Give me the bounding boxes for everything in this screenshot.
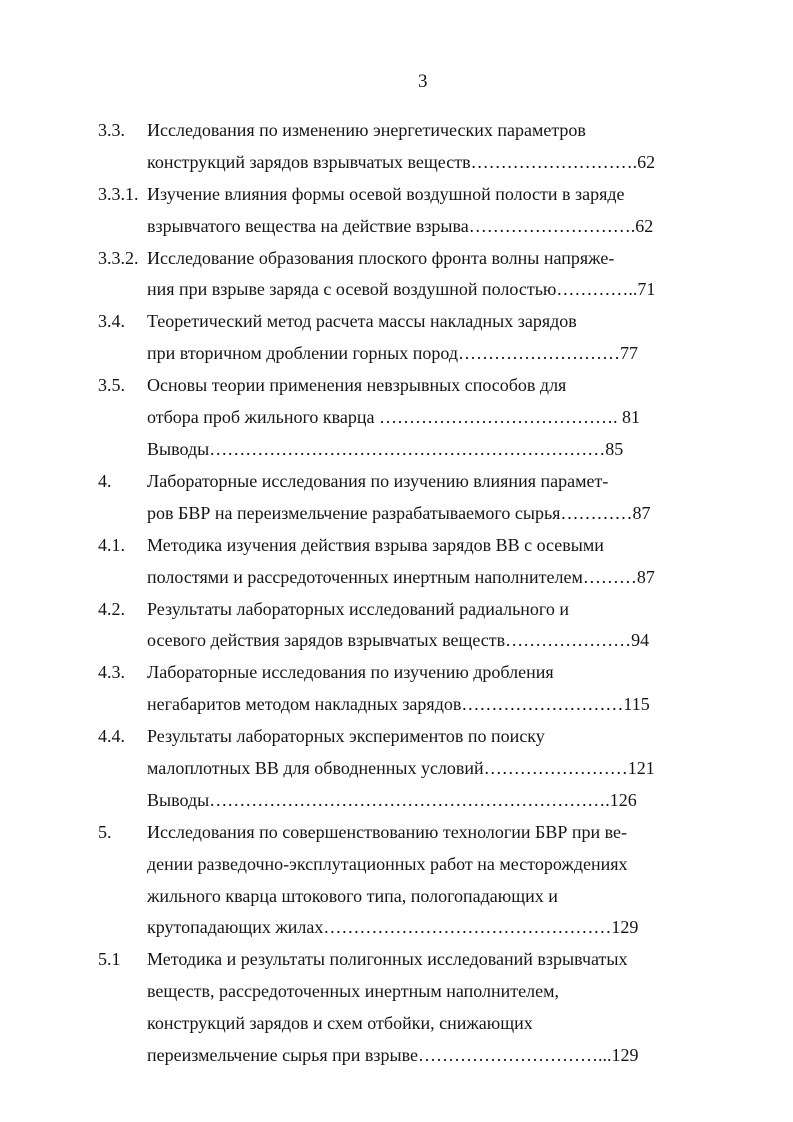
toc-entry-line: конструкций зарядов взрывчатых веществ……………………….62 <box>147 151 656 172</box>
toc-entry-line: осевого действия зарядов взрывчатых веществ…………………94 <box>147 630 650 651</box>
toc-entry-line: крутопадающих жилах…………………………………………129 <box>147 917 639 938</box>
toc-entry-line: дении разведочно-эксплутационных работ на месторождениях <box>147 853 628 874</box>
toc-entry-line: Лабораторные исследования по изучению влияния парамет- <box>147 470 609 491</box>
toc-entry-number: 3.3.1. <box>98 183 139 204</box>
toc-entry-line: негабаритов методом накладных зарядов………………………115 <box>147 694 650 715</box>
toc-entry-line: полостями и рассредоточенных инертным наполнителем………87 <box>147 566 655 587</box>
toc-entry-line: жильного кварца штокового типа, пологопадающих и <box>147 885 558 906</box>
toc-entry-line: Методика и результаты полигонных исследований взрывчатых <box>147 949 628 970</box>
toc-entry-number: 3.3. <box>98 120 125 140</box>
toc-entry-number: 5.1 <box>98 949 121 970</box>
toc-entry-number: 3.4. <box>98 311 125 332</box>
toc-entry-line: Выводы………………………………………………………….126 <box>147 789 637 810</box>
toc-entry-line: малоплотных ВВ для обводненных условий……………………121 <box>147 757 655 778</box>
toc-entry-line: взрывчатого вещества на действие взрыва……………………….62 <box>147 215 654 236</box>
toc-entry-line: Теоретический метод расчета массы накладных зарядов <box>147 311 577 332</box>
toc-entry-line: Основы теории применения невзрывных способов для <box>147 375 567 396</box>
toc-entry-line: переизмельчение сырья при взрыве…………………………...129 <box>147 1045 639 1066</box>
toc-entry-line: конструкций зарядов и схем отбойки, снижающих <box>147 1013 533 1034</box>
toc-entry-line: Исследование образования плоского фронта волны напряже- <box>147 247 615 268</box>
toc-entry-line: Методика изучения действия взрыва зарядов ВВ с осевыми <box>147 534 604 555</box>
toc-entry-line: веществ, рассредоточенных инертным наполнителем, <box>147 981 559 1002</box>
toc-entry-line: Лабораторные исследования по изучению дробления <box>147 662 554 683</box>
toc-entry-line: ров БВР на переизмельчение разрабатываемого сырья…………87 <box>147 502 651 523</box>
toc-entry-number: 4.1. <box>98 534 125 555</box>
toc-entry-number: 4.4. <box>98 726 125 747</box>
toc-entry-number: 4.2. <box>98 598 125 619</box>
toc-entry-line: Изучение влияния формы осевой воздушной полости в заряде <box>147 183 625 204</box>
toc-entry-line: Исследования по совершенствованию технологии БВР при ве- <box>147 821 627 842</box>
toc-entry-number: 4.3. <box>98 662 125 683</box>
page-number: 3 <box>418 71 428 92</box>
toc-entry-number: 4. <box>98 470 112 491</box>
toc-entry-line: отбора проб жильного кварца …………………………………. 81 <box>147 407 641 428</box>
toc-entry-line: Результаты лабораторных экспериментов по поиску <box>147 726 545 747</box>
toc-entry-line: Выводы…………………………………………………………85 <box>147 438 624 459</box>
toc-entry-line: Результаты лабораторных исследований радиального и <box>147 598 569 619</box>
toc-entry-number: 3.3.2. <box>98 247 139 268</box>
toc-entry-line: при вторичном дроблении горных пород………………………77 <box>147 343 638 364</box>
toc-entry-line: ния при взрыве заряда с осевой воздушной полостью…………..71 <box>147 279 656 300</box>
toc-entry-line: Исследования по изменению энергетических параметров <box>147 120 586 140</box>
toc-entry-number: 5. <box>98 821 112 842</box>
toc-entry-number: 3.5. <box>98 375 125 396</box>
